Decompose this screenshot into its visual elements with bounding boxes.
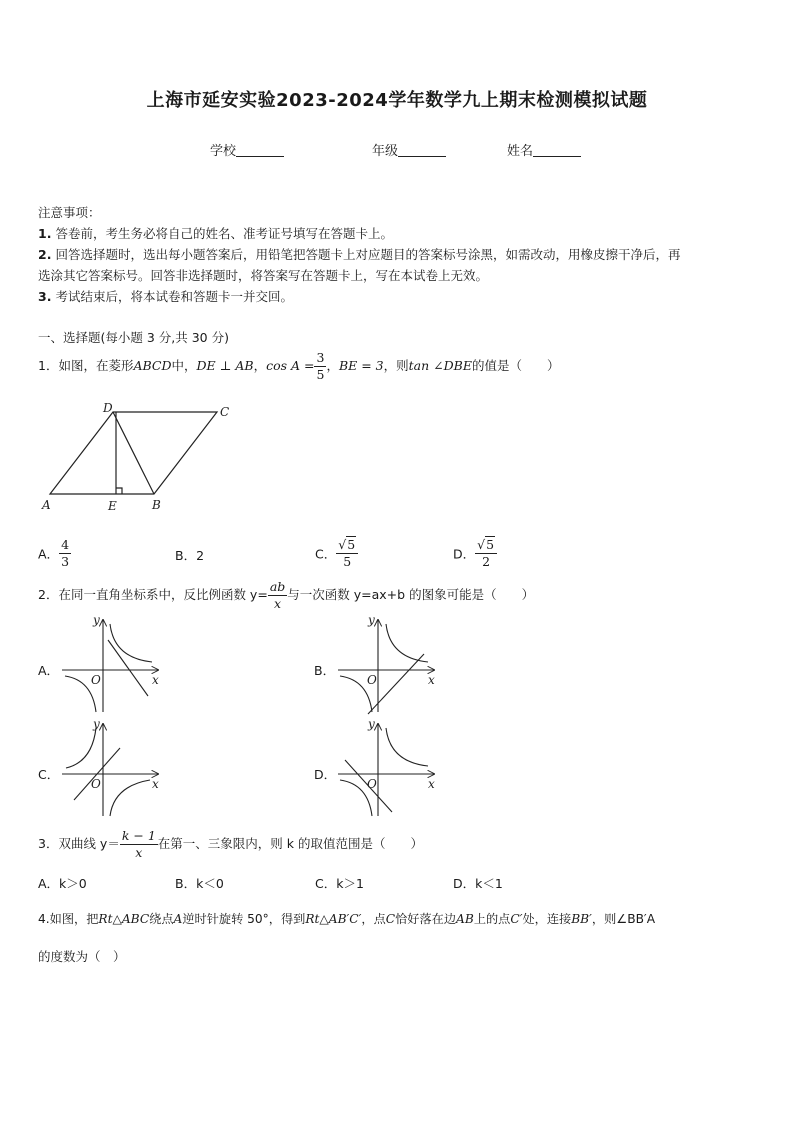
q4-p4: ，点 — [361, 912, 386, 926]
q1-comma1: ， — [253, 358, 267, 373]
q2-frac-den: x — [274, 596, 282, 611]
section-1-heading: 一、选择题(每小题 3 分,共 30 分) — [38, 330, 229, 345]
q3-option-c[interactable]: C．k＞1 — [315, 876, 364, 891]
q2-option-d[interactable]: D． — [314, 767, 337, 782]
q2-suffix: 与一次函数 y=ax+b 的图象可能是（ ） — [287, 587, 535, 602]
q4-t1: Rt△ABC — [98, 912, 150, 926]
notice-item-3-num: 3. — [38, 289, 52, 304]
q4-p3: 逆时针旋转 50°，得到 — [182, 912, 306, 926]
q1-c-den: 5 — [343, 554, 352, 569]
graph-d-origin-label: O — [367, 777, 377, 791]
q1-d-den: 2 — [482, 554, 491, 569]
graph-b-x-label: x — [428, 673, 435, 687]
graph-c-hyperbola-q2 — [66, 728, 96, 768]
graph-c-x-label: x — [152, 777, 159, 791]
notice-item-1-num: 1. — [38, 226, 52, 241]
q4-a: A — [173, 912, 183, 926]
question-4-line-2: 的度数为（ ） — [38, 949, 126, 964]
page-title: 上海市延安实验2023-2024学年数学九上期末检测模拟试题 — [146, 90, 648, 111]
q1-option-a-label: A． — [38, 546, 60, 562]
q2-option-c[interactable]: C． — [38, 767, 60, 782]
q1-mid: 中， — [171, 358, 197, 373]
graph-c-y-label: y — [93, 717, 100, 731]
graph-a-hyperbola-q1 — [110, 624, 152, 662]
q2-frac-num: ab — [269, 579, 286, 594]
q2-prefix: 2．在同一直角坐标系中，反比例函数 y= — [38, 587, 268, 602]
graph-a-line — [108, 640, 148, 696]
q2-graph-c — [62, 724, 158, 816]
graph-a-origin-label: O — [91, 673, 101, 687]
q4-p1: 4.如图，把 — [38, 912, 99, 926]
q4-p8: ，则∠BB′A — [591, 912, 656, 926]
question-4-line-1 — [38, 910, 655, 927]
notice-item-1-text: 答卷前，考生务必将自己的姓名、准考证号填写在答题卡上。 — [55, 226, 393, 241]
label-a: A — [42, 498, 51, 512]
q4-p6: 上的点 — [473, 912, 511, 926]
q1-cos-den: 5 — [316, 367, 325, 382]
notice-item-2-text-a: 回答选择题时，选出每小题答案后，用铅笔把答题卡上对应题目的答案标号涂黑，如需改动，用橡皮擦干净后，再 — [55, 247, 681, 262]
q1-de-ab: DE ⊥ AB — [196, 358, 254, 373]
q3-frac-den: x — [135, 845, 143, 860]
q1-option-c-label: C． — [315, 546, 337, 562]
graph-d-y-label: y — [368, 717, 375, 731]
q3-frac-num: k − 1 — [121, 828, 156, 843]
label-c: C — [220, 405, 230, 419]
q2-option-b[interactable]: B． — [314, 663, 336, 678]
graph-a-y-label: y — [93, 613, 100, 627]
q1-prefix: 1．如图，在菱形 — [38, 358, 134, 373]
q4-p7: 处，连接 — [522, 912, 572, 926]
q2-graph-a — [62, 620, 158, 712]
q1-cos-num: 3 — [316, 350, 325, 365]
q1-then: ，则 — [383, 358, 409, 373]
school-label: 学校 — [210, 144, 237, 159]
q1-be: BE = 3 — [338, 358, 384, 373]
graph-a-x-label: x — [152, 673, 159, 687]
q2-graph-b — [338, 620, 434, 714]
notice-item-3-text: 考试结束后，将本试卷和答题卡一并交回。 — [55, 289, 293, 304]
q4-c2: C′ — [510, 912, 523, 926]
q4-c: C — [385, 912, 396, 926]
label-b: B — [152, 498, 161, 512]
q1-d-radicand: 5 — [486, 537, 495, 552]
graph-c-hyperbola-q4 — [110, 780, 150, 816]
q4-bb: BB′ — [571, 912, 592, 926]
graph-d-hyperbola-q1 — [386, 728, 428, 766]
name-label: 姓名 — [507, 144, 534, 159]
q3-option-d[interactable]: D．k＜1 — [453, 876, 503, 891]
q1-suffix: 的值是（ ） — [471, 358, 560, 373]
notice-heading: 注意事项： — [38, 205, 101, 220]
q1-abcd: ABCD — [133, 358, 172, 373]
q1-a-den: 3 — [61, 554, 70, 569]
label-d: D — [103, 401, 113, 415]
graph-c-origin-label: O — [91, 777, 101, 791]
q3-option-b[interactable]: B．k＜0 — [175, 876, 224, 891]
notice-item-2-num: 2. — [38, 247, 52, 262]
q1-c-num: √5 — [336, 537, 358, 554]
q4-p2: 绕点 — [149, 912, 174, 926]
graph-b-origin-label: O — [367, 673, 377, 687]
q4-ab: AB — [456, 912, 474, 926]
q1-option-d-label: D． — [453, 546, 476, 562]
q3-fraction — [120, 828, 158, 861]
q1-cos: cos A = — [266, 358, 315, 373]
q1-comma2: ， — [326, 358, 339, 373]
q1-tan: tan ∠DBE — [408, 358, 472, 373]
q3-prefix: 3．双曲线 y＝ — [38, 836, 120, 851]
q4-t2: Rt△AB′C′ — [305, 912, 362, 926]
graph-d-x-label: x — [428, 777, 435, 791]
question-3 — [38, 827, 423, 861]
q1-a-num: 4 — [61, 537, 70, 552]
q3-suffix: 在第一、三象限内，则 k 的取值范围是（ ） — [157, 836, 423, 851]
q4-p5: 恰好落在边 — [395, 912, 457, 926]
q1-option-b[interactable]: B．2 — [175, 548, 205, 563]
q1-d-num: √5 — [475, 537, 497, 554]
q2-graph-d — [338, 724, 434, 816]
q1-c-radicand: 5 — [347, 537, 356, 552]
label-e: E — [108, 499, 117, 513]
notice-item-2-text-b: 选涂其它答案标号。回答非选择题时，将答案写在答题卡上，写在本试卷上无效。 — [38, 268, 489, 283]
q2-option-a[interactable]: A． — [38, 663, 60, 678]
grade-label: 年级 — [372, 144, 399, 159]
q3-option-a[interactable]: A．k＞0 — [38, 876, 87, 891]
graph-b-y-label: y — [368, 613, 375, 627]
